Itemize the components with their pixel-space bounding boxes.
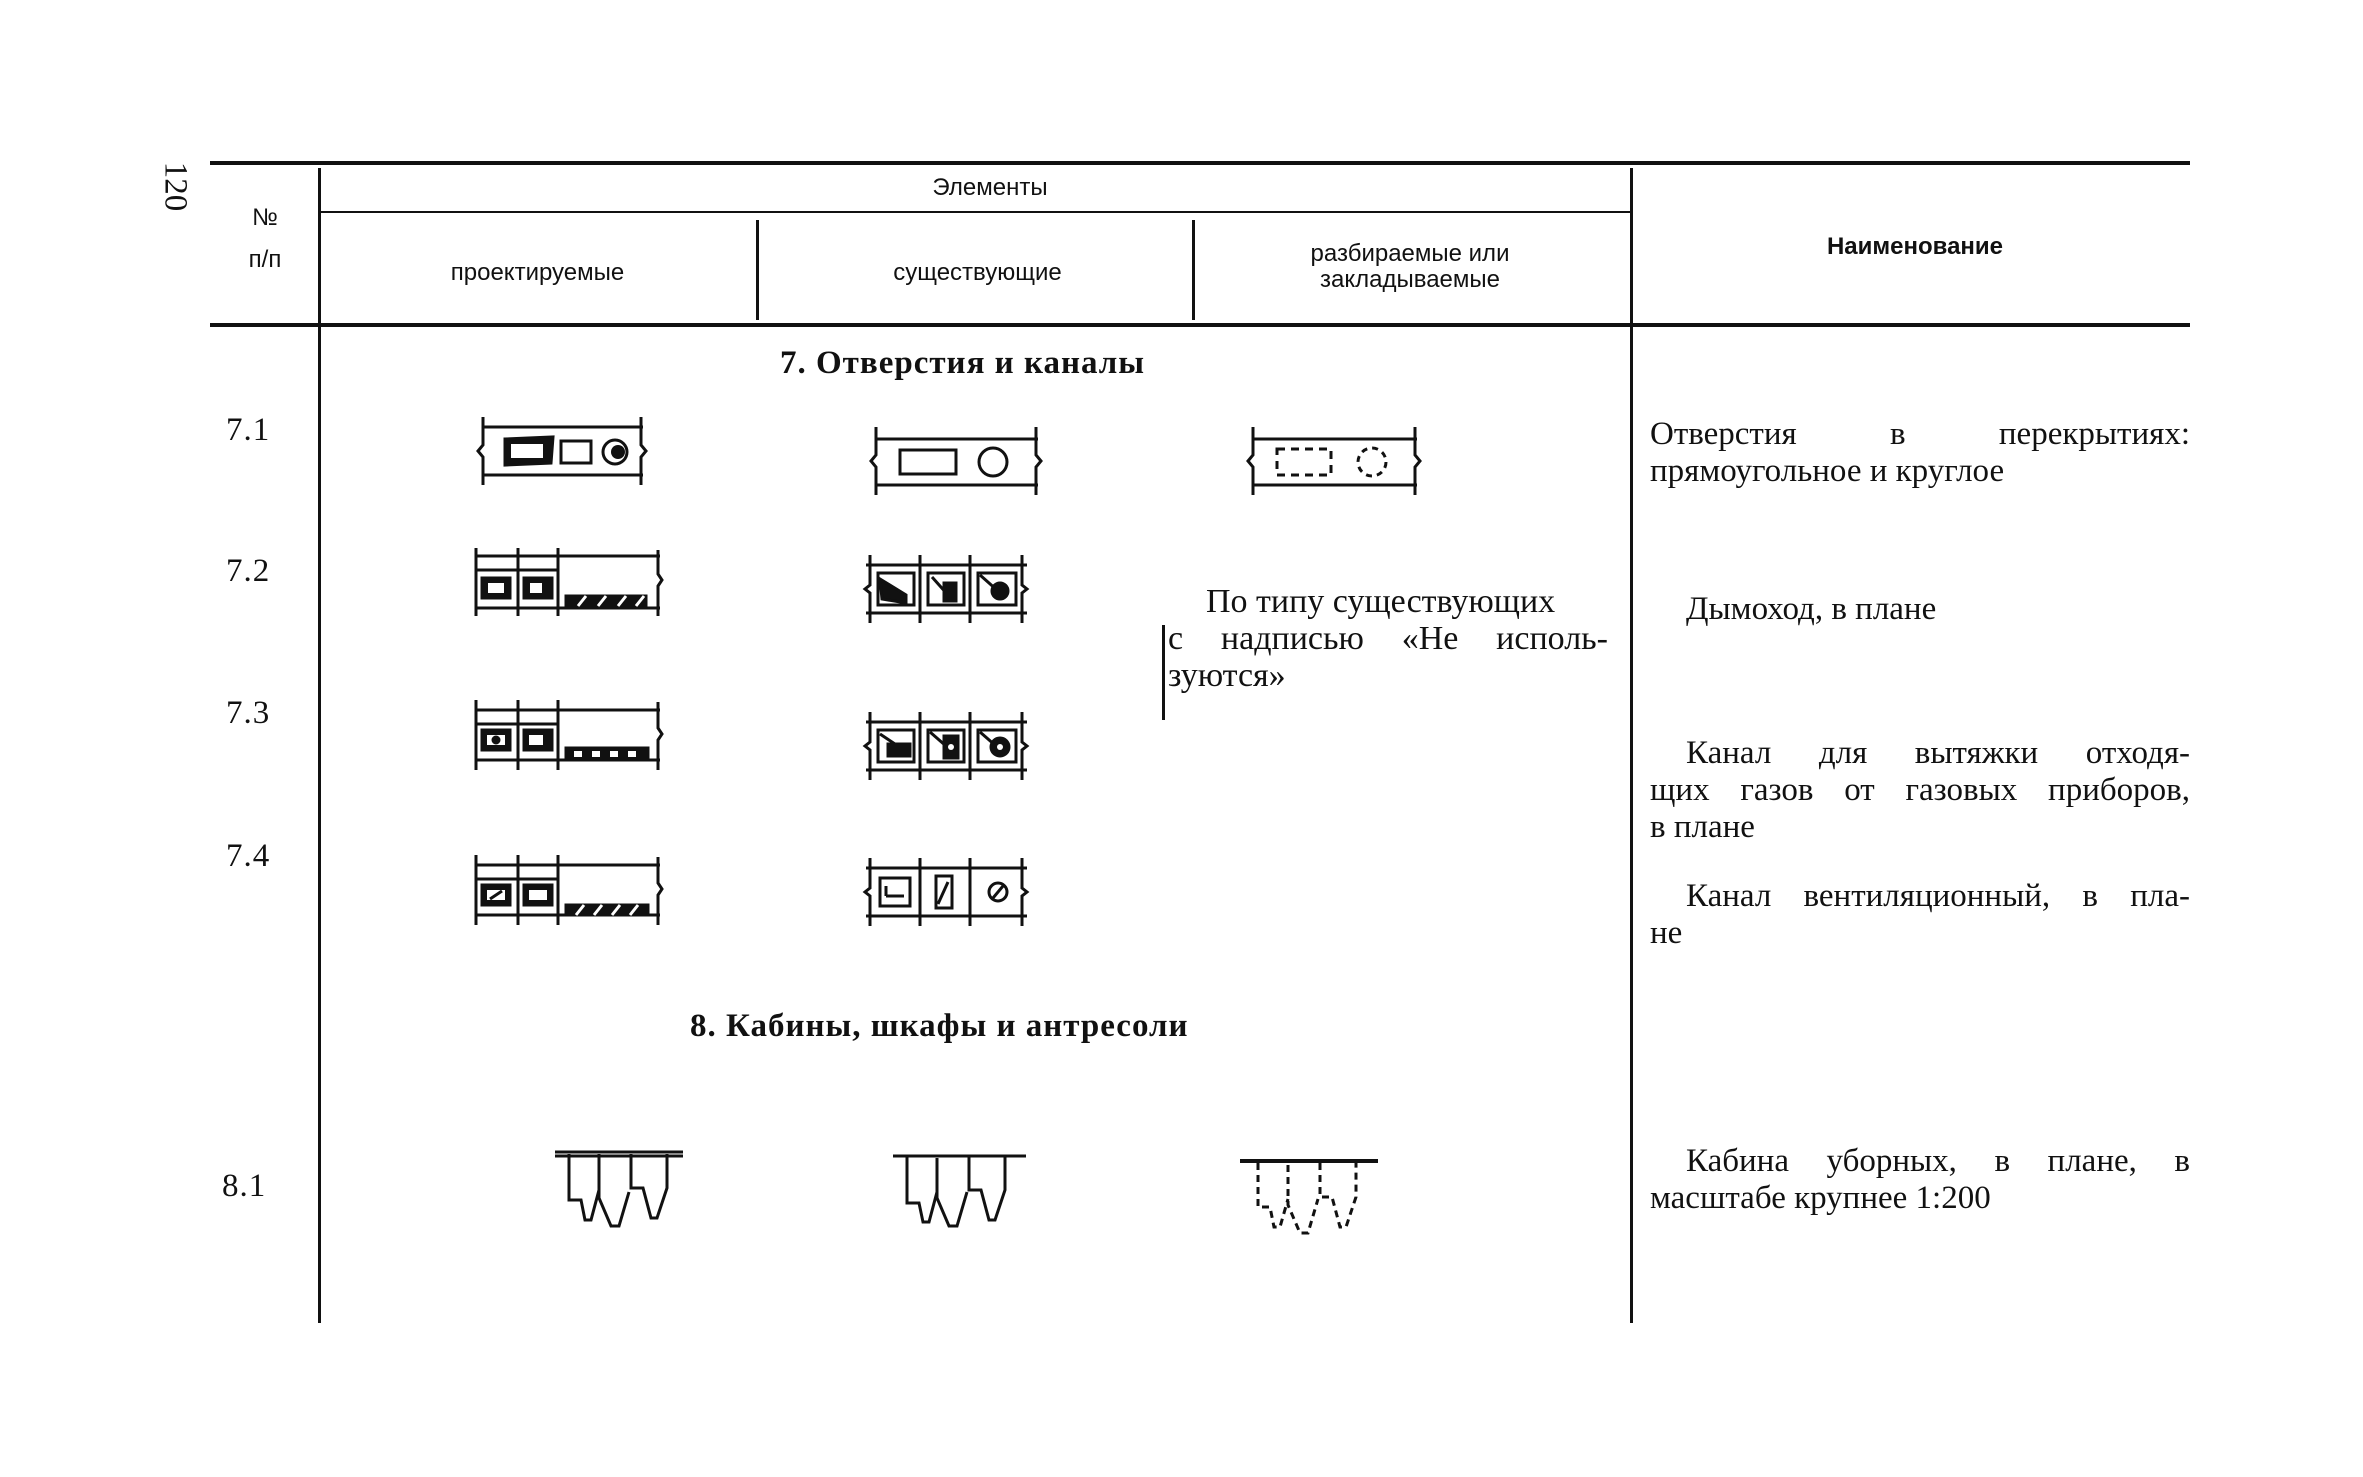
row-name-7-4-line2: не [1650, 915, 1683, 951]
row-num-7-1: 7.1 [226, 412, 271, 448]
header-demolished: разбираемые или закладываемые [1310, 240, 1510, 293]
row-name-7-4 [1650, 878, 2190, 952]
header-name: Наименование [1826, 233, 2004, 260]
row-name-7-1-line1: Отверстия в перекрытиях: [1650, 416, 2190, 452]
header-num-top: № [252, 204, 278, 231]
note-line-3: зуются» [1168, 657, 1286, 694]
row-name-8-1-line1: Кабина уборных, в плане, в [1686, 1143, 2190, 1179]
row-name-8-1-line2: масштабе крупнее 1:200 [1650, 1180, 1991, 1216]
col-rule-1 [318, 168, 321, 1323]
row-name-7-3-line2: щих газов от газовых приборов, [1650, 772, 2190, 808]
note-line-2: с надписью «Не исполь- [1168, 620, 1608, 657]
opening-existing-icon [868, 425, 1046, 497]
elements-sub-rule [320, 211, 1630, 213]
section-title-8: 8. Кабины, шкафы и антресоли [690, 1008, 1189, 1044]
section-title-7: 7. Отверстия и каналы [780, 345, 1146, 381]
col-rule-2 [756, 220, 759, 320]
row-num-7-2: 7.2 [226, 553, 271, 589]
row-num-7-3: 7.3 [226, 695, 271, 731]
header-designed: проектируемые [450, 259, 625, 286]
note-text [1168, 583, 1608, 694]
row-name-7-2 [1686, 591, 2186, 628]
row-num-7-4: 7.4 [226, 838, 271, 874]
opening-demolished-icon [1245, 425, 1425, 497]
header-elements: Элементы [932, 174, 1048, 201]
cabin-existing-icon [893, 1148, 1028, 1233]
cabin-demolished-icon [1240, 1155, 1380, 1240]
row-name-7-1-line2: прямоугольное и круглое [1650, 453, 2005, 489]
cabin-designed-icon [555, 1148, 685, 1233]
row-name-7-4-line1: Канал вентиляционный, в пла- [1686, 878, 2190, 914]
note-line-1: По типу существующих [1206, 583, 1556, 620]
row-name-7-1 [1650, 416, 2190, 490]
row-num-8-1: 8.1 [222, 1168, 267, 1204]
chimney-designed-icon [470, 548, 665, 618]
opening-designed-icon [475, 415, 650, 487]
vent-channel-existing-icon [862, 858, 1032, 928]
col-rule-3 [1192, 220, 1195, 320]
table-top-rule [210, 161, 2190, 165]
header-num-bottom: п/п [248, 246, 282, 273]
row-name-7-3-line1: Канал для вытяжки отходя- [1686, 735, 2190, 771]
row-name-7-2-line1: Дымоход, в плане [1686, 591, 1937, 627]
chimney-existing-icon [862, 555, 1032, 625]
gas-channel-designed-icon [470, 700, 665, 772]
row-name-8-1 [1650, 1143, 2190, 1217]
page-number: 120 [157, 161, 194, 212]
note-bracket [1162, 625, 1165, 720]
row-name-7-3 [1650, 735, 2190, 846]
row-name-7-3-line3: в плане [1650, 809, 1755, 845]
gas-channel-existing-icon [862, 712, 1032, 782]
header-existing: существующие [893, 259, 1062, 286]
header-bottom-rule [210, 323, 2190, 327]
vent-channel-designed-icon [470, 855, 665, 927]
col-rule-4 [1630, 168, 1633, 1323]
